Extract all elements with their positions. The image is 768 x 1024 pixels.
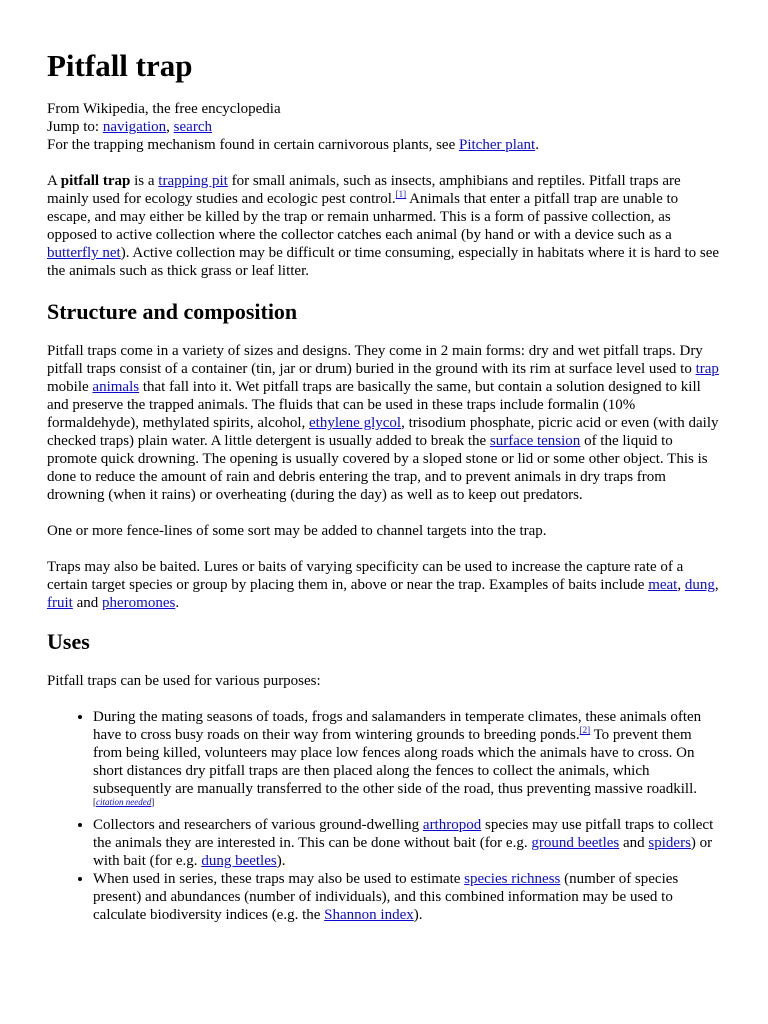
intro-text-5: ). Active collection may be difficult or time consuming, especially in habitats where it is hard to see the animals such as thick grass or leaf litter. (47, 245, 720, 279)
search-link[interactable]: search (173, 119, 212, 135)
dung-beetles-link[interactable]: dung beetles (201, 853, 277, 869)
uses-intro: Pitfall traps can be used for various purposes: (47, 673, 321, 689)
citation-open-bracket: [ (93, 797, 96, 807)
hatnote (47, 136, 721, 154)
article-header-notes (47, 100, 721, 154)
structure-paragraph-2: One or more fence-lines of some sort may be added to channel targets into the trap. (47, 523, 547, 539)
hatnote-text: For the trapping mechanism found in certain carnivorous plants, see (47, 137, 456, 153)
intro-text-4: Animals that enter a pitfall trap are unable to escape, and may either be killed by the trap or remain unharmed. This is a form of passive collection, as opposed to active collection where the collector catches each animal (by hand or with a device such as a (47, 191, 679, 243)
meat-link[interactable]: meat (648, 577, 678, 593)
item2-text-3: and (622, 835, 645, 851)
structure-paragraph-3 (47, 558, 721, 612)
item3-text-3: ). (413, 907, 423, 923)
s1p3-text-2: and (76, 595, 99, 611)
reference-1-link[interactable]: [1] (395, 189, 407, 199)
spiders-link[interactable]: spiders (648, 835, 691, 851)
s1p3-sep-2: , (714, 577, 719, 593)
list-item (93, 708, 721, 816)
item2-text-5: ). (276, 853, 286, 869)
s1p1-text-2: mobile (47, 379, 89, 395)
citation-close-bracket: ] (151, 797, 155, 807)
pheromones-link[interactable]: pheromones (102, 595, 176, 611)
s1p3-end: . (175, 595, 180, 611)
navigation-link[interactable]: navigation (102, 119, 167, 135)
item2-text-4: ) or with bait (for e.g. (93, 835, 713, 869)
trapping-pit-link[interactable]: trapping pit (158, 173, 228, 189)
jump-to-separator: , (166, 119, 170, 135)
item1-text-1: During the mating seasons of toads, frogs and salamanders in temperate climates, these animals often have to cross busy roads on their way from wintering grounds to breeding ponds. (93, 709, 702, 743)
intro-text-1: A (47, 173, 58, 189)
butterfly-net-link[interactable]: butterfly net (47, 245, 121, 261)
site-subtitle: From Wikipedia, the free encyclopedia (47, 101, 281, 117)
page-title: Pitfall trap (47, 48, 193, 83)
trap-link[interactable]: trap (695, 361, 719, 377)
item3-text-2: (number of species present) and abundances (number of individuals), and this combined information may be used to calculate biodiversity indices (e.g. the (93, 871, 679, 923)
s1p3-sep-1: , (677, 577, 682, 593)
jump-to-label: Jump to: (47, 119, 100, 135)
item1-text-2: To prevent them from being killed, volunteers may place low fences along roads which the animals have to cross. On short distances dry pitfall traps are then placed along the fences to collect the animals, which subsequently are manually transferred to the other side of the road, thus preventing massive roadkill. (93, 727, 697, 797)
citation-needed-link[interactable]: citation needed (96, 797, 152, 807)
dung-link[interactable]: dung (684, 577, 715, 593)
pitcher-plant-link[interactable]: Pitcher plant (458, 137, 536, 153)
animals-link[interactable]: animals (92, 379, 140, 395)
jump-to-line (47, 118, 721, 136)
ethylene-glycol-link[interactable]: ethylene glycol (309, 415, 402, 431)
ground-beetles-link[interactable]: ground beetles (531, 835, 620, 851)
list-item (93, 816, 721, 870)
fruit-link[interactable]: fruit (47, 595, 73, 611)
s1p1-text-3: that fall into it. Wet pitfall traps are basically the same, but contain a solution designed to kill and preserve the trapped animals. The fluids that can be used in these traps include formalin (10% formaldehyde), methylated spirits, alcohol, (47, 379, 701, 431)
list-item (93, 870, 721, 924)
arthropod-link[interactable]: arthropod (422, 817, 482, 833)
species-richness-link[interactable]: species richness (464, 871, 561, 887)
s1p1-text-1: Pitfall traps come in a variety of sizes and designs. They come in 2 main forms: dry and wet pitfall traps. Dry pitfall traps consist of a container (tin, jar or drum) buried in the ground with its rim at surface level used to (47, 343, 703, 377)
s1p1-text-5: of the liquid to promote quick drowning. The opening is usually covered by a sloped stone or lid or some other object. This is done to reduce the amount of rain and debris entering the trap, and to prevent animals in dry traps from drowning (when it rains) or overheating (during the day) as well as to keep out predators. (47, 433, 708, 503)
section-heading-uses: Uses (47, 629, 90, 654)
item2-text-2: species may use pitfall traps to collect the animals they are interested in. This can be done without bait (for e.g. (93, 817, 714, 851)
intro-text-2: is a (134, 173, 155, 189)
surface-tension-link[interactable]: surface tension (489, 433, 581, 449)
item2-text-1: Collectors and researchers of various ground-dwelling (93, 817, 420, 833)
section-heading-structure: Structure and composition (47, 299, 298, 324)
structure-paragraph-1 (47, 342, 721, 504)
s1p1-text-4: , trisodium phosphate, picric acid or even (with daily checked traps) plain water. A little detergent is usually added to break the (47, 415, 719, 449)
intro-bold-term: pitfall trap (60, 173, 131, 189)
item3-text-1: When used in series, these traps may also be used to estimate (93, 871, 461, 887)
reference-2-link[interactable]: [2] (579, 725, 591, 735)
shannon-index-link[interactable]: Shannon index (324, 907, 414, 923)
s1p3-text-1: Traps may also be baited. Lures or baits of varying specificity can be used to increase the capture rate of a certain target species or group by placing them in, above or near the trap. Examples of baits include (47, 559, 684, 593)
intro-paragraph (47, 172, 721, 280)
intro-text-3: for small animals, such as insects, amphibians and reptiles. Pitfall traps are mainly used for ecology studies and ecologic pest control. (47, 173, 681, 207)
hatnote-end: . (535, 137, 539, 153)
uses-list (47, 708, 721, 924)
